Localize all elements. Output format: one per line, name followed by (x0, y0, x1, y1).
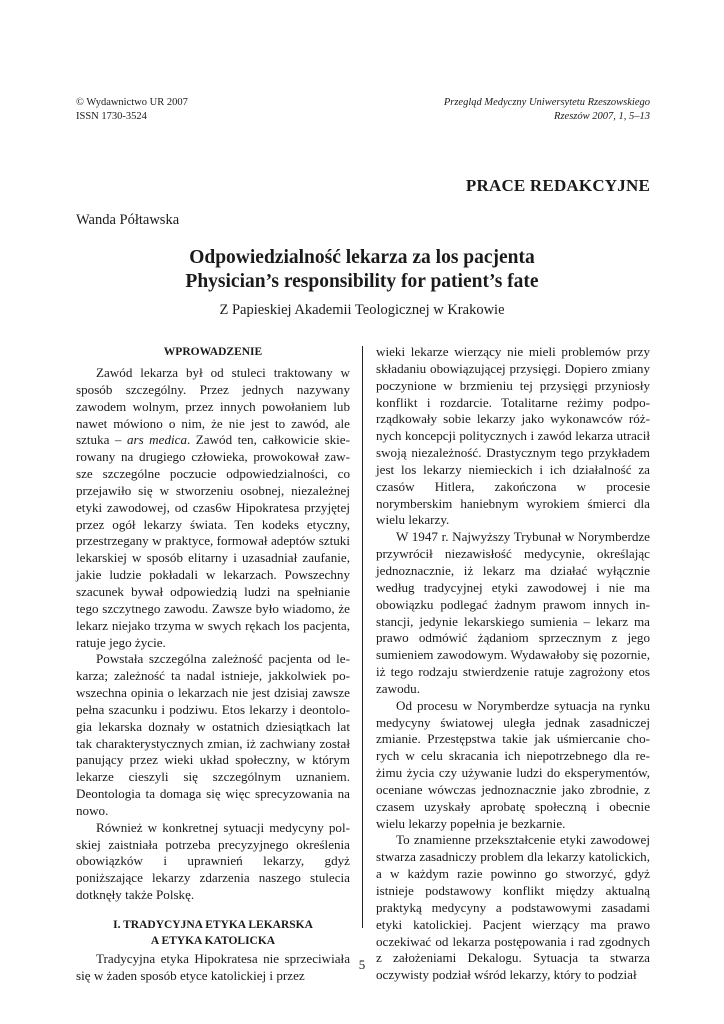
intro-heading: WPROWADZENIE (163, 346, 263, 358)
issn-line: ISSN 1730-3524 (76, 110, 147, 122)
paragraph: W 1947 r. Najwyższy Trybunał w Norymberdze przywrócił niezawisłość medycynie, określając jednoznacznie, iż lekarz ma działać wyłącznie według tradycyjnej etyki zawodowej i nie ma obowiązku podlegać żadnym prawom innych instancji, jedynie lekarskiego sumienia – lekarz ma prawo odmówić żądaniom sprzecznym z jego sumieniem zawodowym. Wydawałoby się pozornie, iż tego rodzaju stwierdzenie ratuje zagrożony etos zawodu. (376, 529, 650, 696)
latin-term: ars medica (126, 432, 187, 448)
paragraph: Zawód lekarza był od stuleci traktowany w sposób szczególny. Przez jednych nazywany zawodem wolnym, przez innych powołaniem lub nawet mówiono o nim, że nie jest to zawód, ale sztuka – ars medica. Zawód ten, całkowicie skierowany na drugiego człowieka, prowokował zawsze szczególne poczucie odpowiedzialności, co przejawiło się w stworzeniu osobnej, niezależnej etyki zawodowej, od czas6w Hipokratesa przyjętej przez ogół lekarzy świata. Ten kodeks etyczny, przestrzegany w praktyce, formował adeptów sztuki lekarskiej w sposób elitarny i uzasadniał zaufanie, jakie ludzie pokładali w lekarzach. Powszechny szacunek bywał odpowiedzią ludzi na spełnianie tego szczytnego zawodu. Zawsze było wiadomo, że lekarz niejako trzyma w swych rękach los pacjenta, ratuje jego życie. (76, 365, 350, 650)
journal-citation (444, 96, 650, 123)
publisher-line: © Wydawnictwo UR 2007 (76, 97, 188, 108)
paragraph: Tradycyjna etyka Hipokratesa nie sprzeciwiała się w żaden sposób etyce katolickiej i przez (76, 951, 350, 983)
journal-issue: Rzeszów 2007, 1, 5–13 (554, 110, 650, 122)
article-title (0, 246, 724, 294)
title-english: Physician’s responsibility for patient’s fate (185, 271, 539, 292)
paragraph: wieki lekarze wierzący nie mieli problemów przy składaniu obowiązującej przysięgi. Dopiero zmiany poczynione w brzmieniu tej przysięgi przyniosły konflikt i rozdarcie. Totalitarne reżimy podporządkowały sobie lekarzy jako wykonawców różnych koncepcji politycznych i zawód lekarza utracił swoją niezależność. Drastycznym tego przykładem jest los lekarzy niemieckich i ich działalność za czasów Hitlera, zakończona w procesie norymberskim haniebnym wyrokiem śmierci dla wielu lekarzy. (376, 344, 650, 528)
left-column (76, 344, 350, 985)
column-divider (362, 346, 363, 928)
section-label: PRACE REDAKCYJNE (465, 176, 650, 195)
affiliation: Z Papieskiej Akademii Teologicznej w Krakowie (219, 302, 505, 318)
title-polish: Odpowiedzialność lekarza za los pacjenta (189, 247, 535, 268)
paragraph: Od procesu w Norymberdze sytuacja na rynku medycyny światowej uległa jednak zasadniczej zmianie. Przestępstwa takie jak uśmiercanie chorych w celu skracania ich niepotrzebnego dla reżimu życia czy używanie ludzi do eksperymentów, oceniane wówczas jednoznacznie jako zbrodnie, z czasem uzyskały aprobatę społeczną i obecnie wielu lekarzy popełnia je bezkarnie. (376, 697, 650, 831)
right-column (376, 344, 650, 984)
paragraph: To znamienne przekształcenie etyki zawodowej stwarza zasadniczy problem dla lekarzy katolickich, a w każdym razie powinno go stworzyć, gdyż istnieje podstawowy konflikt między aktualną praktyką medycyny a podstawowymi zasadami etyki katolickiej. Pacjent wierzący ma prawo oczekiwać od lekarza postępowania i rad zgodnych z założeniami Dekalogu. Sytuacja ta stwarza oczywisty podział wśród lekarzy, który to podział (376, 832, 650, 983)
author-name: Wanda Półtawska (76, 212, 180, 228)
paragraph: Również w konkretnej sytuacji medycyny polskiej zaistniała potrzeba precyzyjnego określenia obowiązków i uprawnień lekarzy, gdyż poniższające lekarzy zdarzenia naszego stulecia dotknęły także Polskę. (76, 819, 350, 903)
journal-name: Przegląd Medyczny Uniwersytetu Rzeszowskiego (443, 97, 650, 108)
page-number: 5 (358, 957, 366, 972)
section-heading: I. TRADYCYJNA ETYKA LEKARSKA A ETYKA KATOLICKA (113, 919, 313, 947)
paragraph: Powstała szczególna zależność pacjenta od lekarza; zależność ta nadal istnieje, jakkolwiek powszechna opinia o lekarzach nie jest dzisiaj zawsze pełna szacunku i podziwu. Etos lekarzy i deontologia lekarska doznały w ostatnich dziesiątkach lat tak charakterystycznych zmian, iż zachwiany został panujący przez wieki układ społeczny, w którym lekarze cieszyli się szczególnym uznaniem. Deontologia ta domaga się więc sprecyzowania na nowo. (76, 651, 350, 818)
journal-publisher-info (76, 96, 188, 123)
